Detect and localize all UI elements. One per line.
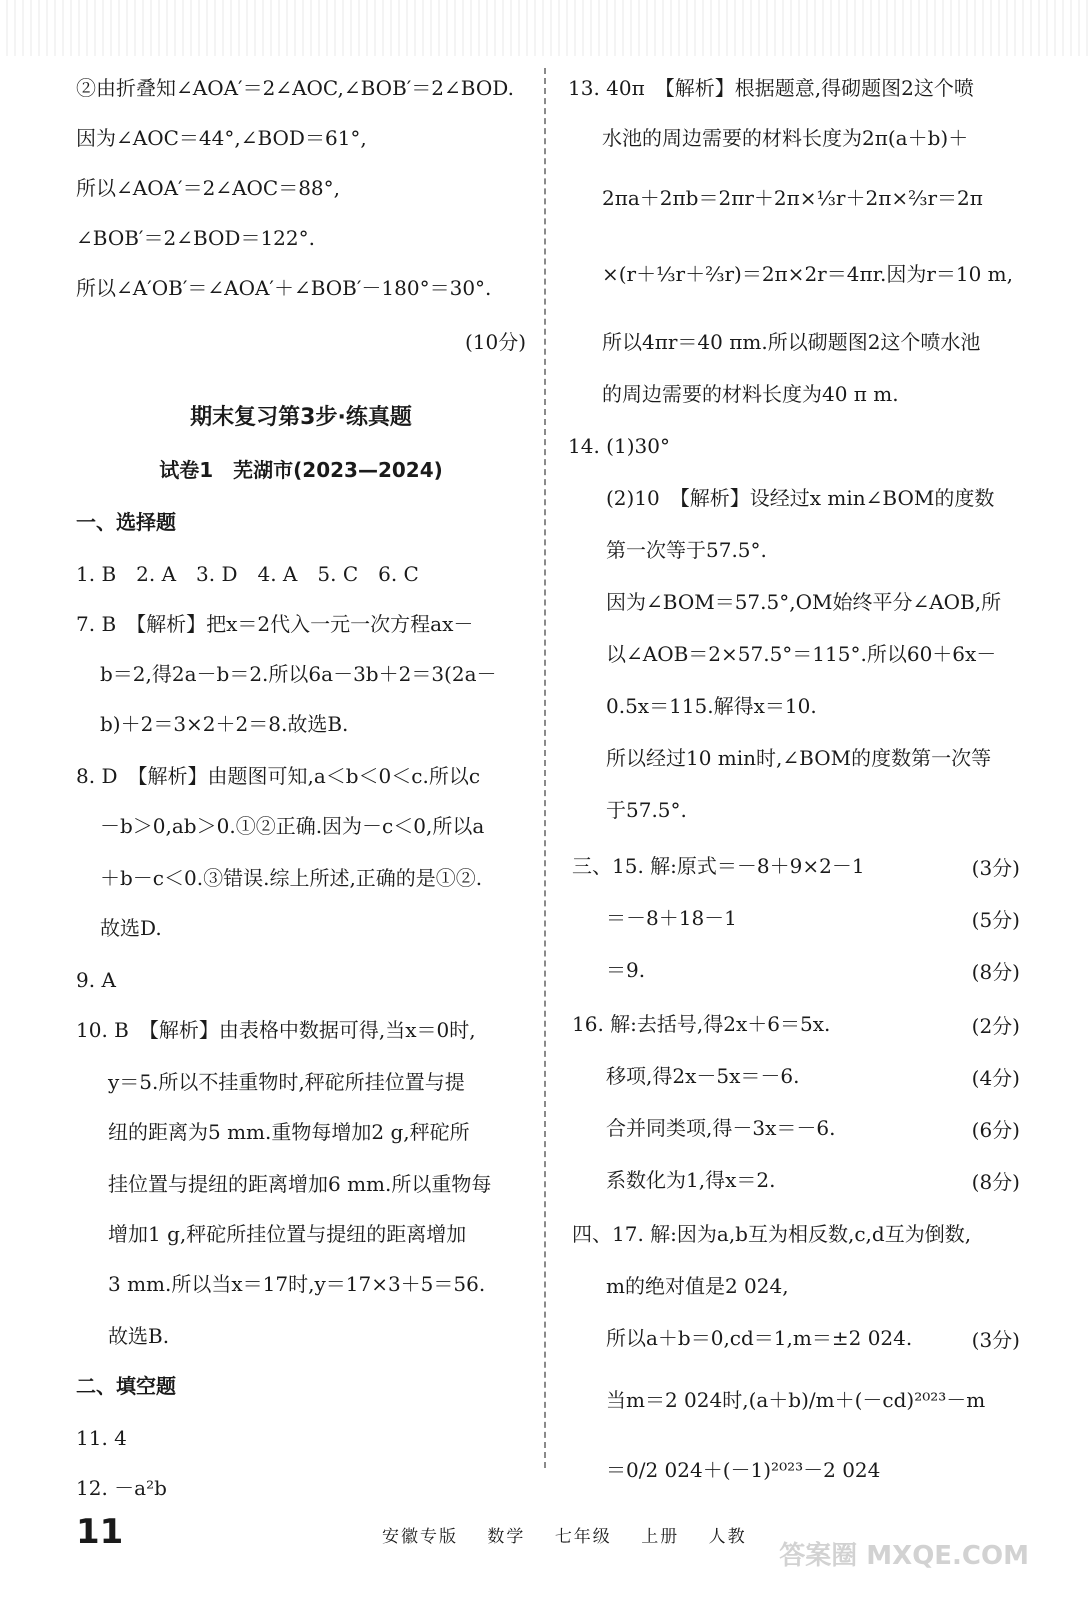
answer-line: 7. B 【解析】把x＝2代入一元一次方程ax－ — [76, 612, 474, 636]
answer-line: 9. A — [76, 968, 116, 992]
answer-line: 13. 40π 【解析】根据题意,得砌题图2这个喷 — [568, 76, 974, 100]
answer-line: b＝2,得2a－b＝2.所以6a－3b＋2＝3(2a－ — [100, 662, 497, 686]
answer-line: 1. B 2. A 3. D 4. A 5. C 6. C — [76, 562, 419, 586]
answer-line: m的绝对值是2 024, — [606, 1274, 789, 1298]
footer-volume: 上册 — [641, 1527, 680, 1547]
answer-line: 10. B 【解析】由表格中数据可得,当x＝0时, — [76, 1018, 476, 1042]
answer-line: 因为∠BOM＝57.5°,OM始终平分∠AOB,所 — [606, 590, 1002, 614]
part-heading: 一、选择题 — [76, 510, 176, 534]
section-title: 期末复习第3步·练真题 — [190, 405, 412, 430]
answer-line: 增加1 g,秤砣所挂位置与提纽的距离增加 — [108, 1222, 467, 1246]
answer-line: 故选D. — [100, 916, 162, 940]
top-decorative-strip — [0, 0, 1089, 56]
text-line: ②由折叠知∠AOA′＝2∠AOC,∠BOB′＝2∠BOD. — [76, 76, 514, 100]
score-label: (4分) — [971, 1066, 1020, 1090]
page-number: 11 — [76, 1512, 124, 1552]
answer-line: y＝5.所以不挂重物时,秤砣所挂位置与提 — [108, 1070, 465, 1094]
answer-line: 14. (1)30° — [568, 434, 670, 458]
answer-line: 挂位置与提纽的距离增加6 mm.所以重物每 — [108, 1172, 492, 1196]
answer-line: 故选B. — [108, 1324, 170, 1348]
answer-line: ＝－8＋18－1 — [606, 906, 737, 930]
answer-line: ＋b－c＜0.③错误.综上所述,正确的是①②. — [100, 866, 483, 890]
text-line: ∠BOB′＝2∠BOD＝122°. — [76, 226, 315, 250]
answer-line: b)＋2＝3×2＋2＝8.故选B. — [100, 712, 349, 736]
answer-line: 移项,得2x－5x＝－6. — [606, 1064, 800, 1088]
answer-line: 0.5x＝115.解得x＝10. — [606, 694, 817, 718]
score-label: (8分) — [971, 1170, 1020, 1194]
answer-line: 合并同类项,得－3x＝－6. — [606, 1116, 836, 1140]
score-label: (2分) — [971, 1014, 1020, 1038]
text-line: 所以∠AOA′＝2∠AOC＝88°, — [76, 176, 341, 200]
answer-line: 16. 解:去括号,得2x＋6＝5x. — [572, 1012, 831, 1036]
answer-line: (2)10 【解析】设经过x min∠BOM的度数 — [606, 486, 995, 510]
answer-line: 8. D 【解析】由题图可知,a＜b＜0＜c.所以c — [76, 764, 481, 788]
answer-line: 的周边需要的材料长度为40 π m. — [602, 382, 899, 406]
answer-line: 2πa＋2πb＝2πr＋2π×⅓r＋2π×⅔r＝2π — [602, 186, 983, 210]
answer-line: 系数化为1,得x＝2. — [606, 1168, 776, 1192]
answer-line: 四、17. 解:因为a,b互为相反数,c,d互为倒数, — [572, 1222, 972, 1246]
score-label: (3分) — [971, 1328, 1020, 1352]
answer-line: －b＞0,ab＞0.①②正确.因为－c＜0,所以a — [100, 814, 485, 838]
answer-line: ＝0/2 024＋(－1)²⁰²³－2 024 — [606, 1458, 881, 1482]
answer-line: 以∠AOB＝2×57.5°＝115°.所以60＋6x－ — [606, 642, 997, 666]
answer-line: 所以a＋b＝0,cd＝1,m＝±2 024. — [606, 1326, 913, 1350]
score-label: (6分) — [971, 1118, 1020, 1142]
answer-line: 3 mm.所以当x＝17时,y＝17×3＋5＝56. — [108, 1272, 486, 1296]
score-label: (5分) — [971, 908, 1020, 932]
score-label: (8分) — [971, 960, 1020, 984]
answer-line: ×(r＋⅓r＋⅔r)＝2π×2r＝4πr.因为r＝10 m, — [602, 262, 1014, 286]
footer-info — [382, 1522, 769, 1547]
text-line: 因为∠AOC＝44°,∠BOD＝61°, — [76, 126, 367, 150]
score-label: (10分) — [464, 330, 526, 354]
score-label: (3分) — [971, 856, 1020, 880]
answer-line: 12. －a²b — [76, 1476, 167, 1500]
answer-line: 于57.5°. — [606, 798, 687, 822]
text-line: 所以∠A′OB′＝∠AOA′＋∠BOB′－180°＝30°. — [76, 276, 492, 300]
watermark-logo: 答案圈 MXQE.COM — [779, 1541, 1029, 1571]
footer-edition: 安徽专版 — [382, 1527, 458, 1547]
answer-line: 所以经过10 min时,∠BOM的度数第一次等 — [606, 746, 992, 770]
part-heading: 二、填空题 — [76, 1374, 176, 1398]
answer-line: 纽的距离为5 mm.重物每增加2 g,秤砣所 — [108, 1120, 470, 1144]
answer-line: ＝9. — [606, 958, 646, 982]
answer-line: 水池的周边需要的材料长度为2π(a＋b)＋ — [602, 126, 969, 150]
answer-line: 当m＝2 024时,(a＋b)/m＋(－cd)²⁰²³－m — [606, 1388, 986, 1412]
column-divider — [544, 68, 546, 1468]
answer-line: 第一次等于57.5°. — [606, 538, 767, 562]
answer-line: 所以4πr＝40 πm.所以砌题图2这个喷水池 — [602, 330, 981, 354]
paper-title: 试卷1 芜湖市(2023—2024) — [159, 458, 443, 482]
footer-publisher: 人教 — [708, 1527, 747, 1547]
answer-line: 11. 4 — [76, 1426, 127, 1450]
footer-grade: 七年级 — [554, 1527, 612, 1547]
answer-line: 三、15. 解:原式＝－8＋9×2－1 — [572, 854, 865, 878]
footer-subject: 数学 — [487, 1527, 526, 1547]
